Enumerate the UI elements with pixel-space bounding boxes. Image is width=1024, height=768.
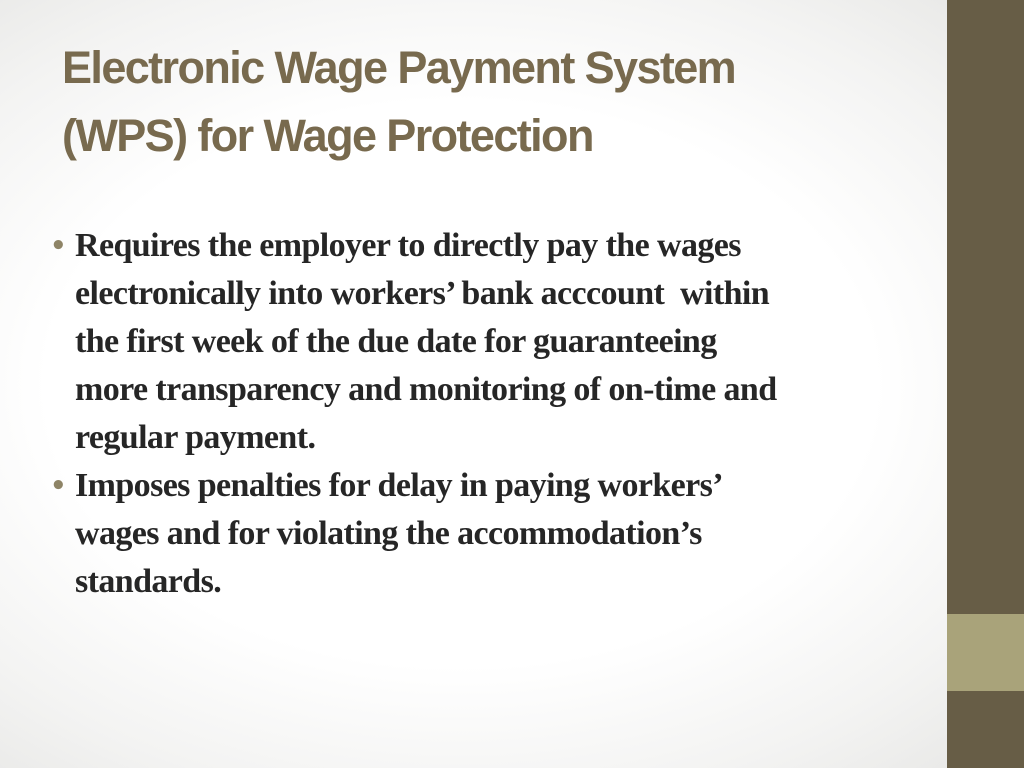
bullet-item-wage-payment	[48, 222, 928, 462]
slide-title-line-1: Electronic Wage Payment System	[62, 42, 736, 93]
bullet-item-penalties	[48, 462, 928, 606]
bullet-line: the first week of the due date for guaranteeing	[75, 323, 717, 360]
bullet-list	[48, 222, 928, 606]
bullet-marker-icon: •	[50, 471, 67, 501]
bullet-line: more transparency and monitoring of on-time and	[75, 371, 777, 408]
bullet-line: wages and for violating the accommodation’s	[75, 515, 702, 552]
slide-title	[62, 34, 922, 170]
bullet-marker-icon: •	[50, 231, 67, 261]
side-decor-accent	[947, 614, 1024, 691]
bullet-line: Imposes penalties for delay in paying workers’	[75, 467, 724, 504]
slide-title-line-2: (WPS) for Wage Protection	[62, 110, 593, 161]
bullet-line: regular payment.	[75, 419, 316, 456]
bullet-line: standards.	[75, 563, 222, 600]
bullet-line: Requires the employer to directly pay the wages	[75, 227, 741, 264]
bullet-line: electronically into workers’ bank acccount within	[75, 275, 770, 312]
